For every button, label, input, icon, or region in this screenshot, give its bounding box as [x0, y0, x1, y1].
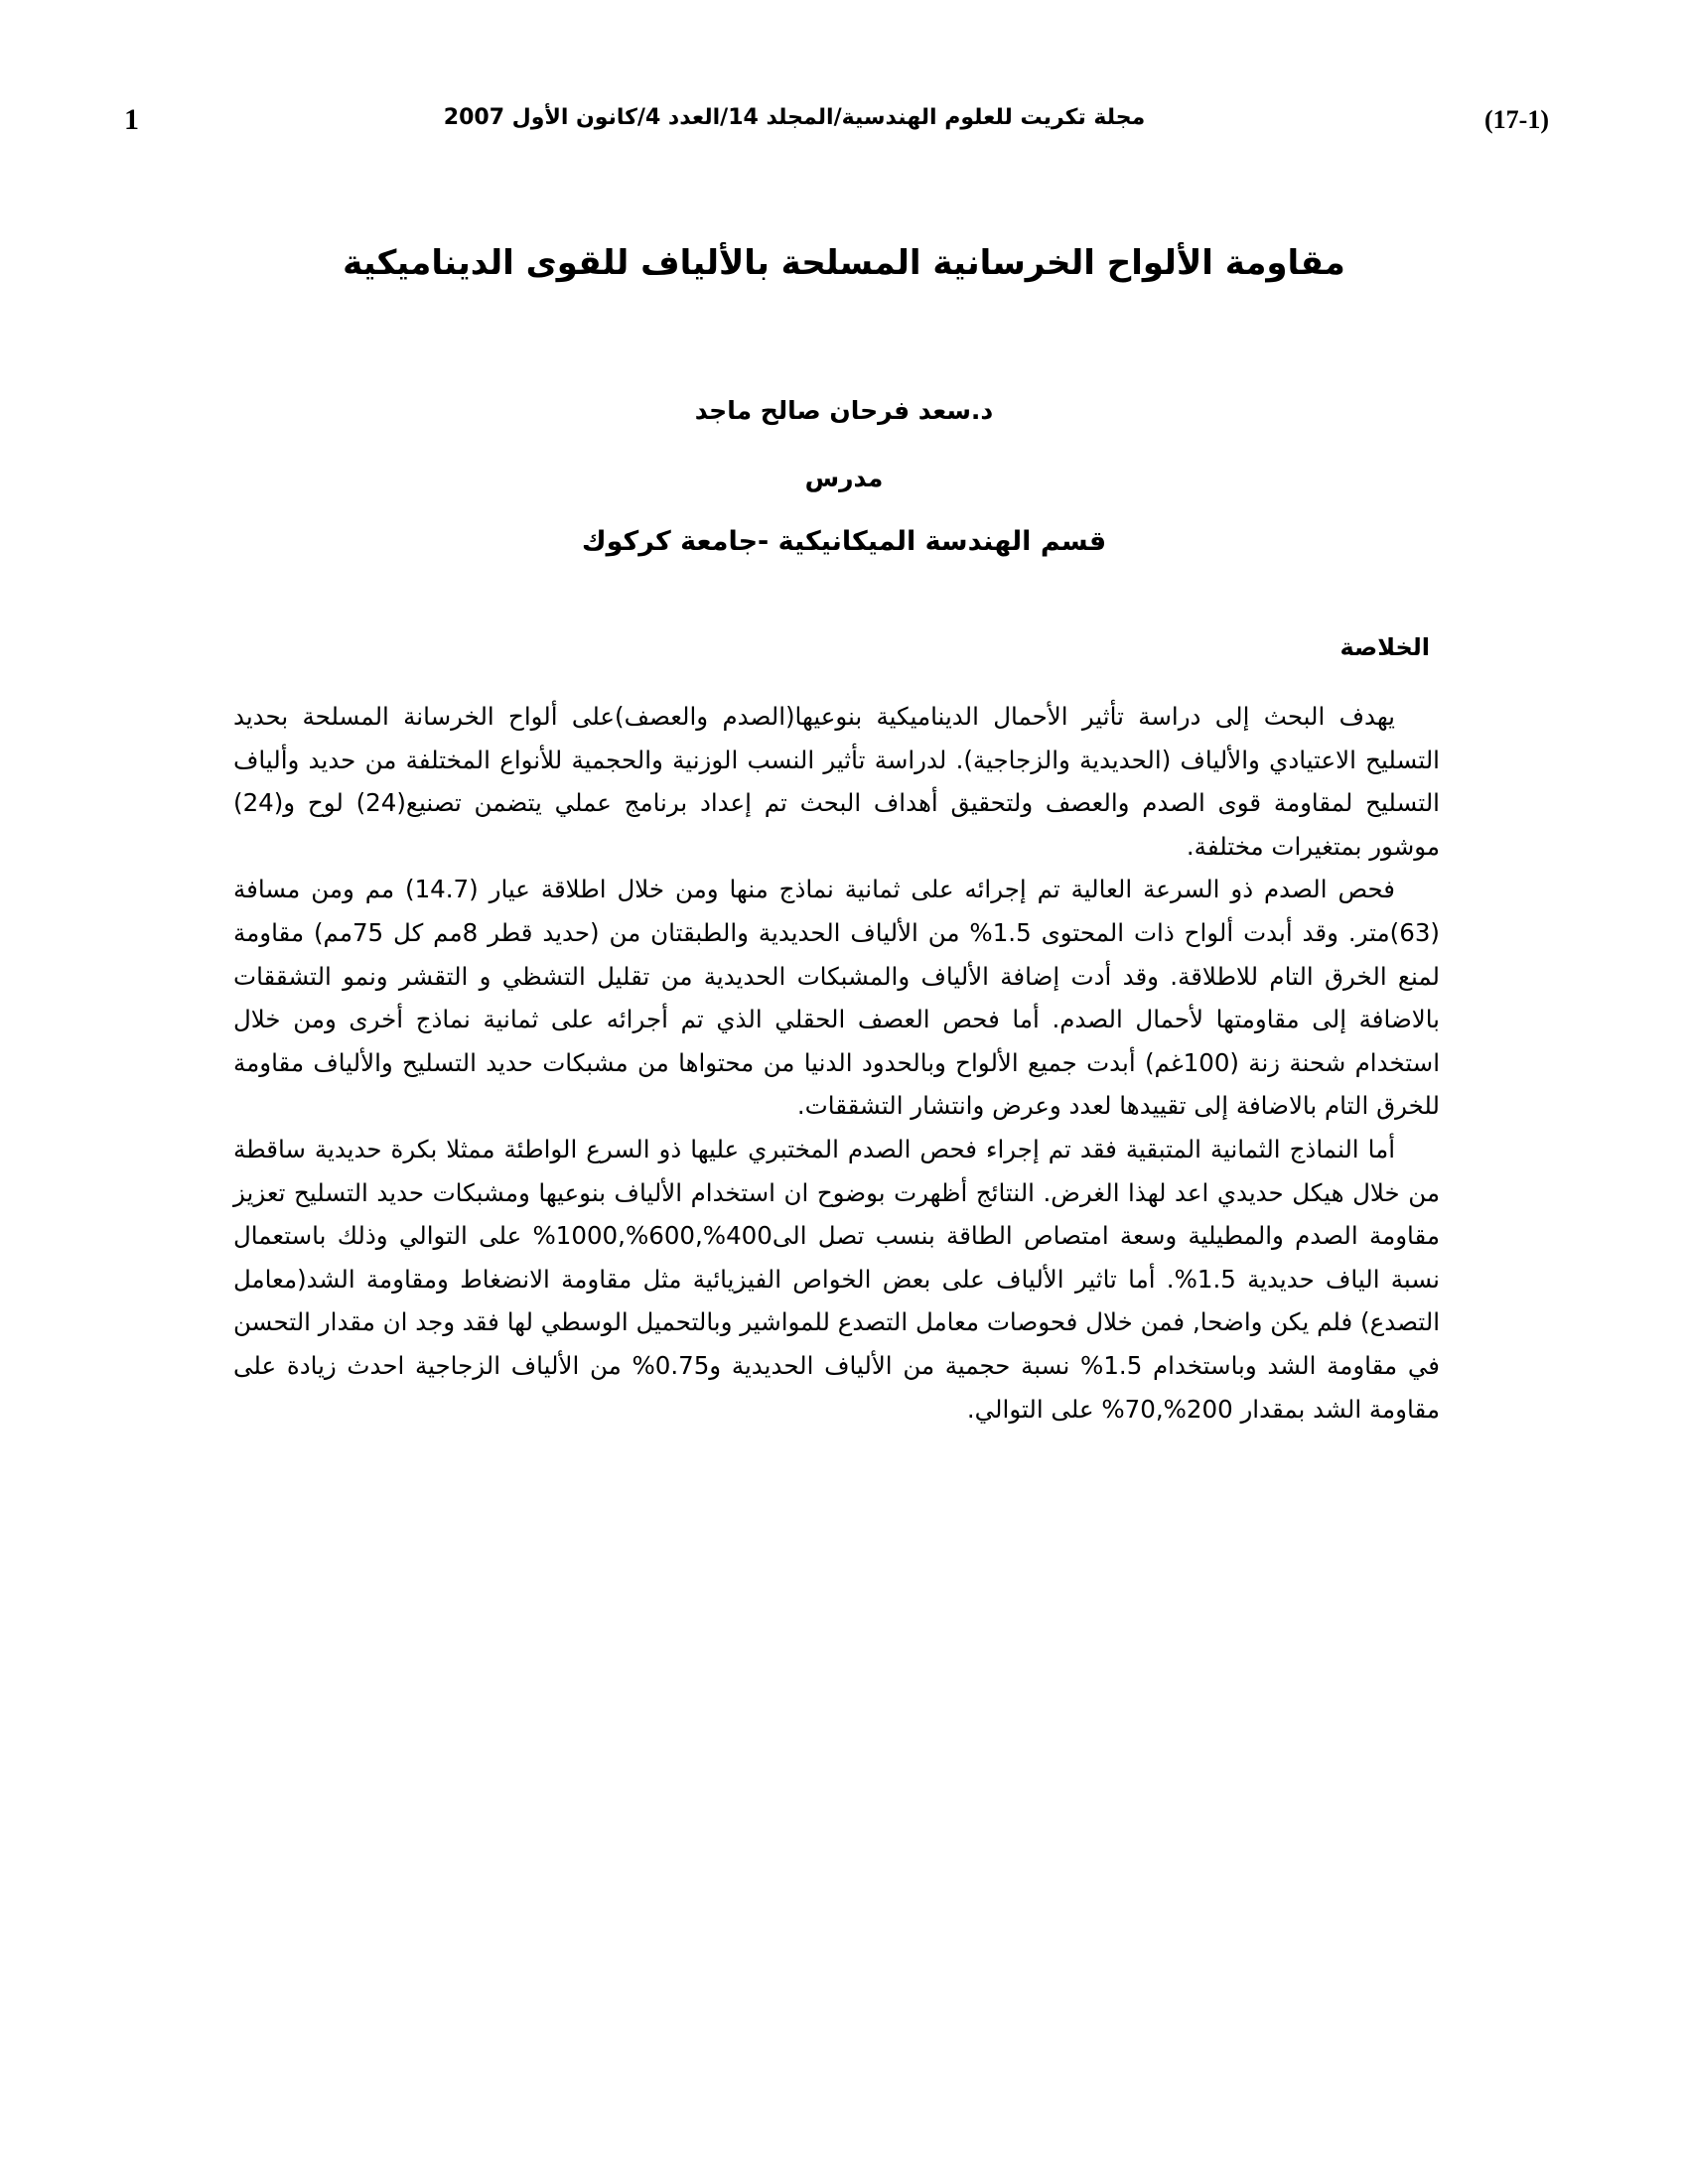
page-header [119, 99, 1569, 149]
abstract-paragraph: فحص الصدم ذو السرعة العالية تم إجرائه على ثمانية نماذج منها ومن خلال اطلاقة عيار (14.7) مم ومن مسافة (63)متر. وقد أبدت ألواح ذات المحتوى 1.5% من الألياف الحديدية والطبقتان من (حديد قطر 8مم كل 75مم) مقاومة لمنع الخرق التام للاطلاقة. وقد أدت إضافة الألياف والمشبكات الحديدية من تقليل التشظي و التقشر ونمو التشققات بالاضافة إلى مقاومتها لأحمال الصدم. أما فحص العصف الحقلي الذي تم أجرائه على ثمانية نماذج أخرى ومن خلال استخدام شحنة زنة (100غم) أبدت جميع الألواح وبالحدود الدنيا من محتواها من مشبكات حديد التسليح والألياف مقاومة للخرق التام بالاضافة إلى تقييدها لعدد وعرض وانتشار التشققات. [233, 875, 1440, 1121]
journal-citation-text: مجلة تكريت للعلوم الهندسية/المجلد 14/العدد 4/كانون الأول 2007 [443, 105, 1146, 130]
author-block [0, 387, 1688, 568]
abstract-paragraph: أما النماذج الثمانية المتبقية فقد تم إجراء فحص الصدم المختبري عليها ذو السرع الواطئة ممثلا بكرة حديدية ساقطة من خلال هيكل حديدي اعد لهذا الغرض. النتائج أظهرت بوضوح ان استخدام الألياف بنوعيها ومشبكات حديد التسليح تعزيز مقاومة الصدم والمطيلية وسعة امتصاص الطاقة بنسب تصل الى400%,600%,1000% على التوالي وذلك باستعمال نسبة الياف حديدية 1.5%. أما تاثير الألياف على بعض الخواص الفيزيائية مثل مقاومة الانضغاط ومقاومة الشد(معامل التصدع) فلم يكن واضحا, فمن خلال فحوصات معامل التصدع للمواشير وبالتحميل الوسطي لها فقد وجد ان مقدار التحسن في مقاومة الشد وباستخدام 1.5% نسبة حجمية من الألياف الحديدية و0.75% من الألياف الزجاجية احدث زيادة على مقاومة الشد بمقدار 200%,70% على التوالي. [233, 1134, 1441, 1424]
author-name: د.سعد فرحان صالح ماجد [694, 396, 994, 425]
page-number: 1 [124, 103, 139, 136]
journal-citation [119, 105, 1569, 130]
author-rank: مدرس [804, 464, 884, 492]
paper-title: مقاومة الألواح الخرسانية المسلحة بالألياف للقوى الديناميكية [343, 243, 1345, 283]
author-affiliation: قسم الهندسة الميكانيكية -جامعة كركوك [581, 526, 1107, 557]
abstract-heading: الخلاصة [1339, 633, 1430, 661]
page-range-reference: (17-1) [1484, 105, 1549, 134]
abstract-paragraph: يهدف البحث إلى دراسة تأثير الأحمال الديناميكية بنوعيها(الصدم والعصف)على ألواح الخرسانة المسلحة بحديد التسليح الاعتيادي والألياف (الحديدية والزجاجية). لدراسة تأثير النسب الوزنية والحجمية للأنواع المختلفة من حديد وألياف التسليح لمقاومة قوى الصدم والعصف ولتحقيق أهداف البحث تم إعداد برنامج عملي يتضمن تصنيع(24) لوح و(24) موشور بمتغيرات مختلفة. [233, 702, 1440, 861]
abstract-body [233, 695, 1440, 1431]
